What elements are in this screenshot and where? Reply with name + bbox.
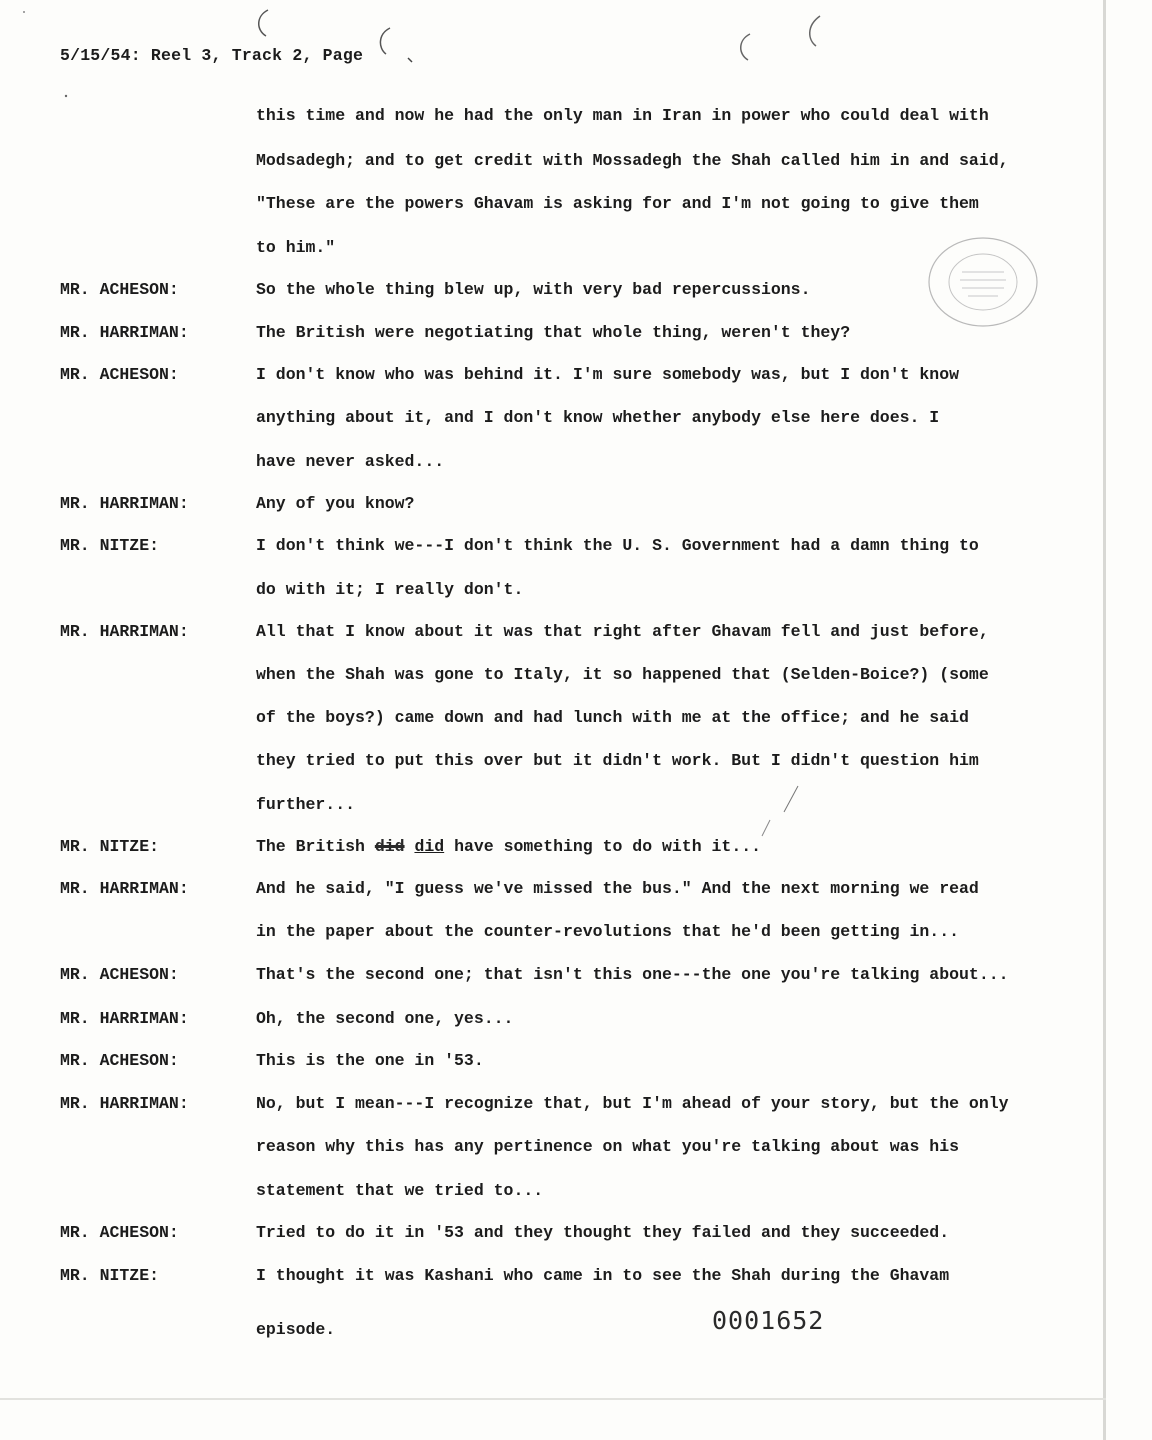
struck-word: did [374, 837, 405, 856]
transcript-text: Oh, the second one, yes... [256, 1009, 514, 1028]
transcript-line [0, 452, 1100, 482]
transcript-line [0, 580, 1100, 610]
document-number: 0001652 [712, 1306, 825, 1335]
transcript-text: No, but I mean---I recognize that, but I'm ahead of your story, but the only [256, 1094, 1009, 1113]
transcript-line [0, 151, 1100, 181]
speaker-label: MR. HARRIMAN: [60, 879, 189, 898]
transcript-text: I don't think we---I don't think the U. S. Government had a damn thing to [256, 536, 979, 555]
transcript-text: do with it; I really don't. [256, 580, 524, 599]
page-bottom-edge [0, 1398, 1106, 1400]
transcript-line [0, 1137, 1100, 1167]
transcript-line [0, 238, 1100, 268]
transcript-text [256, 837, 761, 856]
transcript-line [0, 665, 1100, 695]
speaker-label: MR. NITZE: [60, 837, 160, 856]
transcript-text: they tried to put this over but it didn't work. But I didn't question him [256, 751, 979, 770]
speaker-label: MR. HARRIMAN: [60, 622, 189, 641]
speaker-label: MR. HARRIMAN: [60, 1094, 189, 1113]
transcript-text: The British were negotiating that whole thing, weren't they? [256, 323, 851, 342]
transcript-line [0, 1181, 1100, 1211]
transcript-line [0, 751, 1100, 781]
transcript-line [0, 708, 1100, 738]
transcript-text: anything about it, and I don't know whether anybody else here does. I [256, 408, 940, 427]
transcript-line [0, 408, 1100, 438]
transcript-line [0, 323, 1100, 353]
speaker-label: MR. ACHESON: [60, 365, 179, 384]
page-header: 5/15/54: Reel 3, Track 2, Page [60, 46, 364, 65]
transcript-text: statement that we tried to... [256, 1181, 544, 1200]
transcript-line [0, 1009, 1100, 1039]
speaker-label: MR. ACHESON: [60, 280, 179, 299]
transcript-line-correction [0, 837, 1100, 867]
transcript-text: This is the one in '53. [256, 1051, 484, 1070]
transcript-line [0, 795, 1100, 825]
speaker-label: MR. ACHESON: [60, 1223, 179, 1242]
transcript-line [0, 494, 1100, 524]
transcript-line [0, 965, 1100, 995]
speaker-label: MR. NITZE: [60, 1266, 160, 1285]
transcript-line [0, 879, 1100, 909]
transcript-text: of the boys?) came down and had lunch with me at the office; and he said [256, 708, 969, 727]
transcript-text: reason why this has any pertinence on what you're talking about was his [256, 1137, 960, 1156]
transcript-line [0, 1223, 1100, 1253]
transcript-line [0, 1266, 1100, 1296]
transcript-line [0, 194, 1100, 224]
transcript-text: have never asked... [256, 452, 445, 471]
transcript-text: when the Shah was gone to Italy, it so happened that (Selden-Boice?) (some [256, 665, 989, 684]
transcript-text: episode. [256, 1320, 336, 1339]
transcript-text: All that I know about it was that right after Ghavam fell and just before, [256, 622, 989, 641]
transcript-text: So the whole thing blew up, with very bad repercussions. [256, 280, 811, 299]
page-edge-shadow [1103, 0, 1106, 1440]
transcript-line [0, 106, 1100, 136]
transcript-text: in the paper about the counter-revolutions that he'd been getting in... [256, 922, 960, 941]
transcript-text: Modsadegh; and to get credit with Mossadegh the Shah called him in and said, [256, 151, 1009, 170]
transcript-line [0, 622, 1100, 652]
transcript-line [0, 1094, 1100, 1124]
text-after: have something to do with it... [444, 837, 762, 856]
speaker-label: MR. NITZE: [60, 536, 160, 555]
transcript-text: Any of you know? [256, 494, 415, 513]
underlined-word: did [414, 837, 445, 856]
transcript-line [0, 280, 1100, 310]
transcript-text: to him." [256, 238, 336, 257]
transcript-text: further... [256, 795, 356, 814]
transcript-line [0, 1320, 1100, 1350]
transcript-line [0, 365, 1100, 395]
speaker-label: MR. ACHESON: [60, 1051, 179, 1070]
transcript-text: Tried to do it in '53 and they thought they failed and they succeeded. [256, 1223, 950, 1242]
speaker-label: MR. HARRIMAN: [60, 494, 189, 513]
speaker-label: MR. HARRIMAN: [60, 1009, 189, 1028]
transcript-text: I don't know who was behind it. I'm sure somebody was, but I don't know [256, 365, 960, 384]
speaker-label: MR. ACHESON: [60, 965, 179, 984]
transcript-text: I thought it was Kashani who came in to see the Shah during the Ghavam [256, 1266, 950, 1285]
transcript-text: "These are the powers Ghavam is asking for and I'm not going to give them [256, 194, 979, 213]
transcript-line [0, 536, 1100, 566]
transcript-line [0, 1051, 1100, 1081]
text-before: The British [256, 837, 375, 856]
transcript-text: And he said, "I guess we've missed the bus." And the next morning we read [256, 879, 979, 898]
speaker-label: MR. HARRIMAN: [60, 323, 189, 342]
transcript-text: That's the second one; that isn't this one---the one you're talking about... [256, 965, 1009, 984]
transcript-line [0, 922, 1100, 952]
transcript-text: this time and now he had the only man in Iran in power who could deal with [256, 106, 989, 125]
